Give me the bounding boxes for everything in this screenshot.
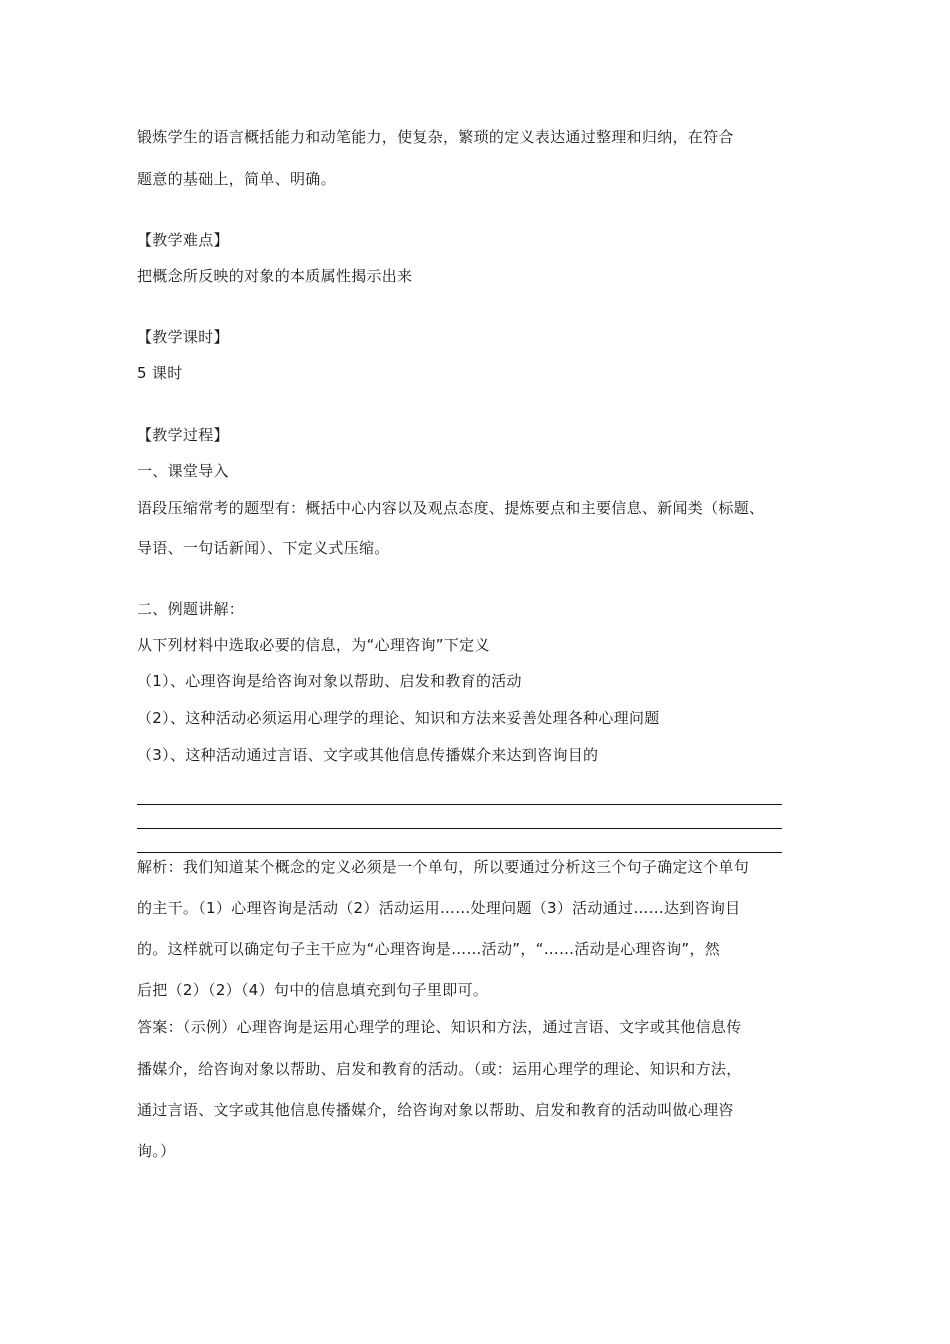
- example-item: （2）、这种活动必须运用心理学的理论、知识和方法来妥善处理各种心理问题: [137, 709, 660, 727]
- answer-line: 播媒介，给咨询对象以帮助、启发和教育的活动。（或：运用心理学的理论、知识和方法，: [137, 1060, 742, 1078]
- analysis-line: 解析：我们知道某个概念的定义必须是一个单句，所以要通过分析这三个句子确定这个单句: [137, 858, 750, 876]
- difficulty-text: 把概念所反映的对象的本质属性揭示出来: [137, 267, 413, 285]
- analysis-line: 的主干。（1）心理咨询是活动（2）活动运用……处理问题（3）活动通过……达到咨询目: [137, 899, 741, 917]
- hours-heading: 【教学课时】: [137, 328, 229, 346]
- example-item: （3）、这种活动通过言语、文字或其他信息传播媒介来达到咨询目的: [137, 746, 599, 764]
- hours-text: 5 课时: [137, 364, 183, 382]
- analysis-line: 后把（2）（2）（4）句中的信息填充到句子里即可。: [137, 981, 489, 999]
- answer-blank-line: [137, 852, 782, 853]
- intro-line-1: 锻炼学生的语言概括能力和动笔能力，使复杂，繁琐的定义表达通过整理和归纳，在符合: [137, 128, 734, 146]
- section1-line-2: 导语、一句话新闻）、下定义式压缩。: [137, 539, 390, 557]
- answer-line: 通过言语、文字或其他信息传播媒介，给咨询对象以帮助、启发和教育的活动叫做心理咨: [137, 1101, 734, 1119]
- answer-line: 答案：（示例）心理咨询是运用心理学的理论、知识和方法，通过言语、文字或其他信息传: [137, 1018, 742, 1036]
- section1-line-1: 语段压缩常考的题型有：概括中心内容以及观点态度、提炼要点和主要信息、新闻类（标题、: [137, 499, 765, 517]
- process-heading: 【教学过程】: [137, 426, 229, 444]
- section1-title: 一、课堂导入: [137, 462, 229, 480]
- section2-title: 二、例题讲解：: [137, 600, 245, 618]
- example-prompt: 从下列材料中选取必要的信息，为“心理咨询”下定义: [137, 636, 490, 654]
- answer-blank-line: [137, 828, 782, 829]
- analysis-line: 的。这样就可以确定句子主干应为“心理咨询是……活动”，“……活动是心理咨询”，然: [137, 940, 721, 958]
- difficulty-heading: 【教学难点】: [137, 231, 229, 249]
- intro-line-2: 题意的基础上，简单、明确。: [137, 170, 336, 188]
- answer-blank-line: [137, 804, 782, 805]
- example-item: （1）、心理咨询是给咨询对象以帮助、启发和教育的活动: [137, 672, 522, 690]
- answer-line: 询。）: [137, 1142, 176, 1160]
